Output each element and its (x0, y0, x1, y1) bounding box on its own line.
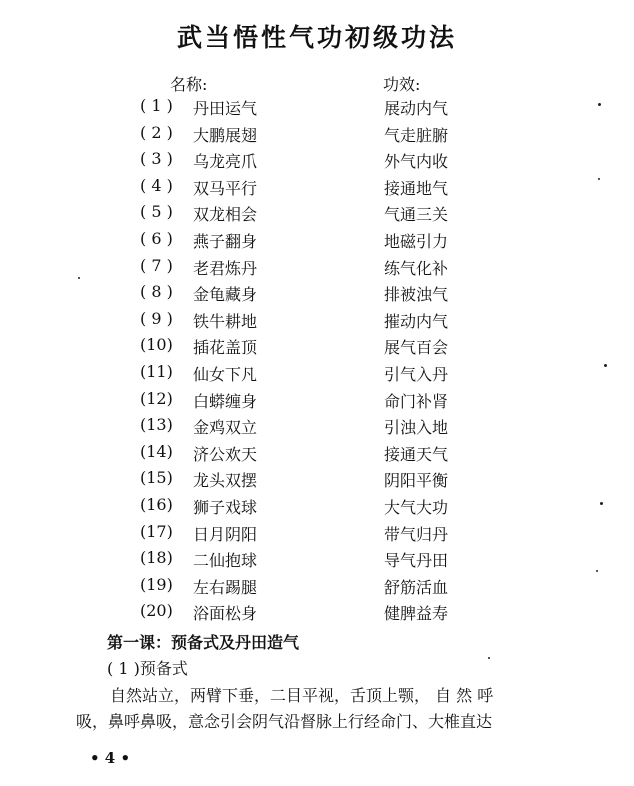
exercise-number: (10) (140, 335, 173, 355)
scan-speck (600, 502, 603, 505)
exercise-effect: 展动内气 (384, 99, 449, 118)
exercise-effect: 气走脏腑 (384, 125, 449, 145)
exercise-name: 左右踢腿 (193, 577, 258, 597)
exercise-effect: 阴阳平衡 (384, 471, 449, 491)
exercise-number: (17) (140, 521, 173, 541)
exercise-row (0, 335, 634, 361)
exercise-number: ( 1 ) (140, 96, 173, 115)
exercise-name: 仙女下凡 (193, 365, 258, 384)
exercise-row (0, 282, 634, 308)
exercise-name: 济公欢天 (193, 444, 258, 464)
exercise-number: ( 8 ) (140, 282, 173, 302)
lesson-heading: 第一课：预备式及丹田造气 (107, 633, 300, 652)
exercise-number: ( 5 ) (140, 202, 173, 222)
exercise-effect: 接通天气 (384, 444, 449, 464)
exercise-row (0, 601, 634, 627)
exercise-effect: 大气大功 (384, 498, 449, 517)
exercise-name: 丹田运气 (193, 99, 258, 118)
exercise-effect: 命门补肾 (384, 391, 449, 411)
paragraph-line: 吸，鼻呼鼻吸，意念引会阴气沿督脉上行经命门、大椎直达 (76, 712, 493, 731)
exercise-name: 白蟒缠身 (193, 391, 258, 411)
exercise-effect: 带气归丹 (384, 524, 449, 544)
column-header-name: 名称: (170, 75, 208, 94)
exercise-effect: 练气化补 (384, 258, 449, 278)
paragraph-line: 自然站立，两臂下垂，二目平视，舌顶上颚， 自 然 呼 (110, 686, 494, 705)
exercise-name: 浴面松身 (193, 604, 258, 624)
section-subheading: ( 1 )预备式 (107, 659, 188, 678)
exercise-number: ( 3 ) (140, 149, 173, 169)
exercise-row (0, 415, 634, 441)
scan-speck (598, 103, 601, 106)
exercise-number: (20) (140, 601, 173, 621)
exercise-row (0, 575, 634, 601)
exercise-number: (13) (140, 415, 173, 435)
exercise-row (0, 149, 634, 175)
exercise-name: 龙头双摆 (193, 471, 258, 491)
exercise-row (0, 495, 634, 521)
page-number: • 4 • (90, 749, 131, 767)
exercise-row (0, 96, 634, 122)
exercise-row (0, 468, 634, 494)
exercise-effect: 排被浊气 (384, 285, 449, 305)
scan-speck (596, 570, 598, 572)
exercise-row (0, 389, 634, 415)
exercise-number: ( 4 ) (140, 175, 173, 195)
exercise-row (0, 202, 634, 228)
exercise-number: (11) (140, 362, 173, 381)
exercise-name: 日月阴阳 (193, 524, 258, 544)
exercise-effect: 舒筋活血 (384, 577, 449, 597)
exercise-row (0, 548, 634, 574)
exercise-name: 金鸡双立 (193, 418, 258, 438)
page-title: 武当悟性气功初级功法 (176, 23, 457, 52)
exercise-row (0, 123, 634, 149)
exercise-effect: 接通地气 (384, 178, 449, 198)
exercise-row (0, 229, 634, 255)
exercise-effect: 展气百会 (384, 338, 449, 358)
exercise-name: 金龟藏身 (193, 285, 258, 305)
exercise-effect: 导气丹田 (384, 551, 449, 571)
scan-speck (488, 657, 490, 659)
exercise-effect: 摧动内气 (384, 311, 449, 331)
exercise-name: 双龙相会 (193, 205, 258, 225)
exercise-row (0, 176, 634, 202)
exercise-row (0, 362, 634, 388)
exercise-row (0, 256, 634, 282)
exercise-name: 狮子戏球 (193, 498, 258, 517)
exercise-name: 大鹏展翅 (193, 125, 258, 145)
exercise-name: 老君炼丹 (193, 258, 258, 278)
exercise-row (0, 522, 634, 548)
exercise-name: 乌龙亮爪 (193, 152, 258, 172)
exercise-number: ( 2 ) (140, 122, 173, 142)
exercise-row (0, 442, 634, 468)
exercise-effect: 引浊入地 (384, 418, 449, 438)
exercise-name: 铁牛耕地 (193, 311, 258, 331)
exercise-effect: 地磁引力 (384, 232, 449, 251)
column-header-effect: 功效: (383, 75, 421, 94)
scan-speck (78, 277, 80, 279)
exercise-effect: 气通三关 (384, 205, 449, 225)
exercise-number: (16) (140, 495, 173, 514)
exercise-number: (18) (140, 548, 173, 568)
exercise-name: 双马平行 (193, 178, 258, 198)
scan-speck (598, 178, 600, 180)
exercise-effect: 健脾益寿 (384, 604, 449, 624)
exercise-name: 二仙抱球 (193, 551, 258, 571)
scan-speck (604, 364, 607, 367)
exercise-number: ( 9 ) (140, 308, 173, 328)
exercise-number: (14) (140, 441, 173, 461)
exercise-number: (19) (140, 574, 173, 594)
exercise-effect: 引气入丹 (384, 365, 449, 384)
exercise-name: 燕子翻身 (193, 232, 258, 251)
exercise-number: (12) (140, 388, 173, 408)
exercise-name: 插花盖顶 (193, 338, 258, 358)
exercise-effect: 外气内收 (384, 152, 449, 172)
exercise-number: ( 6 ) (140, 229, 173, 248)
exercise-number: (15) (140, 468, 173, 488)
exercise-number: ( 7 ) (140, 255, 173, 275)
exercise-row (0, 309, 634, 335)
